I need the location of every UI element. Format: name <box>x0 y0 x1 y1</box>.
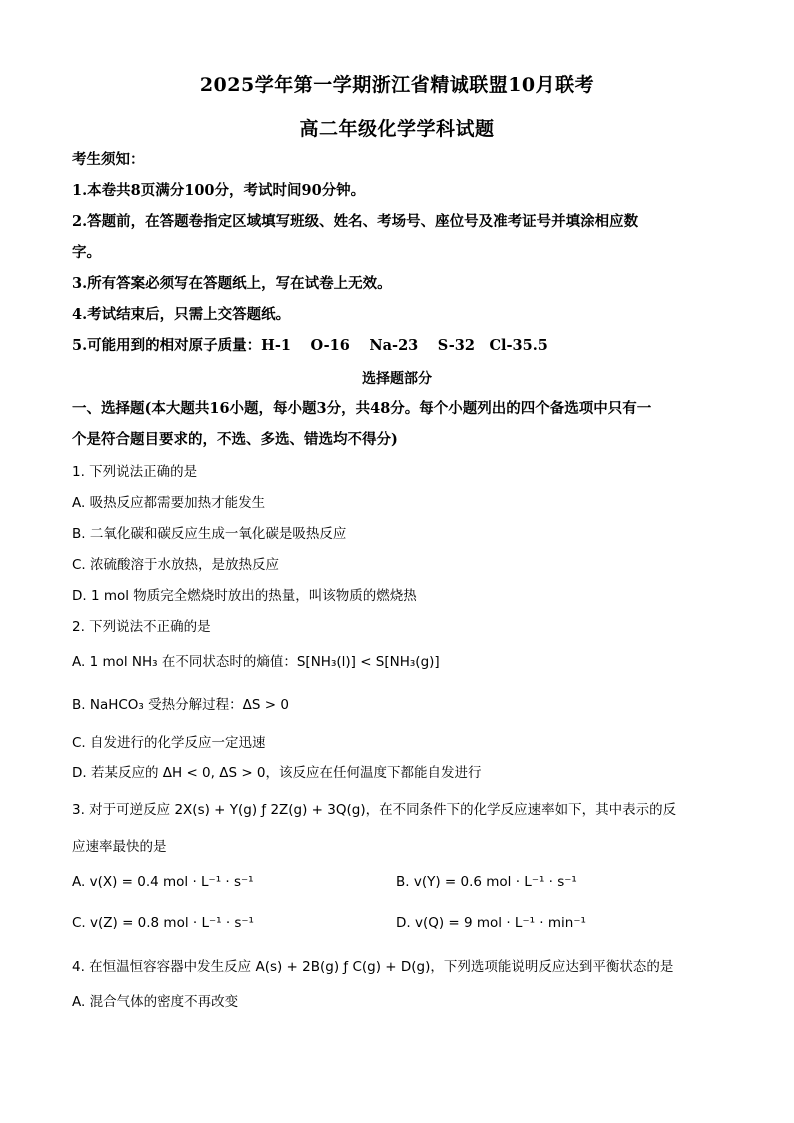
q3-stem-line1: 3. 对于可逆反应 2X(s) + Y(g) ƒ 2Z(g) + 3Q(g)，在不同条件下的化学反应速率如下，其中表示的反 <box>72 802 677 818</box>
notice-item-5: 5.可能用到的相对原子质量：H-1 O-16 Na-23 S-32 Cl-35.5 <box>72 337 548 354</box>
q2-option-b: B. NaHCO₃ 受热分解过程：ΔS > 0 <box>72 697 289 713</box>
q2-option-d: D. 若某反应的 ΔH < 0, ΔS > 0，该反应在任何温度下都能自发进行 <box>72 765 482 781</box>
exam-subtitle: 高二年级化学学科试题 <box>299 118 495 140</box>
notice-item-2-cont: 字。 <box>72 244 101 261</box>
notice-item-1: 1.本卷共8页满分100分，考试时间90分钟。 <box>72 182 366 199</box>
notice-heading: 考生须知： <box>72 151 145 168</box>
q4-stem: 4. 在恒温恒容容器中发生反应 A(s) + 2B(g) ƒ C(g) + D(g)，下列选项能说明反应达到平衡状态的是 <box>72 959 674 975</box>
notice-item-4: 4.考试结束后，只需上交答题纸。 <box>72 306 291 323</box>
q2-stem: 2. 下列说法不正确的是 <box>72 619 211 635</box>
q3-option-c: C. v(Z) = 0.8 mol · L⁻¹ · s⁻¹ <box>72 915 254 931</box>
q1-stem: 1. 下列说法正确的是 <box>72 464 198 480</box>
q1-option-a: A. 吸热反应都需要加热才能发生 <box>72 495 266 511</box>
section-intro-line2: 个是符合题目要求的，不选、多选、错选均不得分) <box>72 431 398 448</box>
notice-item-2: 2.答题前，在答题卷指定区域填写班级、姓名、考场号、座位号及准考证号并填涂相应数 <box>72 213 639 230</box>
q2-option-c: C. 自发进行的化学反应一定迅速 <box>72 735 266 751</box>
q1-option-d: D. 1 mol 物质完全燃烧时放出的热量，叫该物质的燃烧热 <box>72 588 417 604</box>
section-intro-line1: 一、选择题(本大题共16小题，每小题3分，共48分。每个小题列出的四个备选项中只有一 <box>72 400 652 417</box>
q1-option-c: C. 浓硫酸溶于水放热，是放热反应 <box>72 557 280 573</box>
q3-stem-line2: 应速率最快的是 <box>72 839 167 855</box>
q4-option-a: A. 混合气体的密度不再改变 <box>72 994 239 1010</box>
q3-option-a: A. v(X) = 0.4 mol · L⁻¹ · s⁻¹ <box>72 874 254 890</box>
q2-option-a: A. 1 mol NH₃ 在不同状态时的熵值：S[NH₃(l)] < S[NH₃(g)] <box>72 654 440 670</box>
section-title: 选择题部分 <box>362 371 432 387</box>
q3-option-b: B. v(Y) = 0.6 mol · L⁻¹ · s⁻¹ <box>396 874 577 890</box>
exam-title: 2025学年第一学期浙江省精诚联盟10月联考 <box>199 74 595 96</box>
q1-option-b: B. 二氧化碳和碳反应生成一氧化碳是吸热反应 <box>72 526 347 542</box>
notice-item-3: 3.所有答案必须写在答题纸上，写在试卷上无效。 <box>72 275 392 292</box>
q3-option-d: D. v(Q) = 9 mol · L⁻¹ · min⁻¹ <box>396 915 586 931</box>
